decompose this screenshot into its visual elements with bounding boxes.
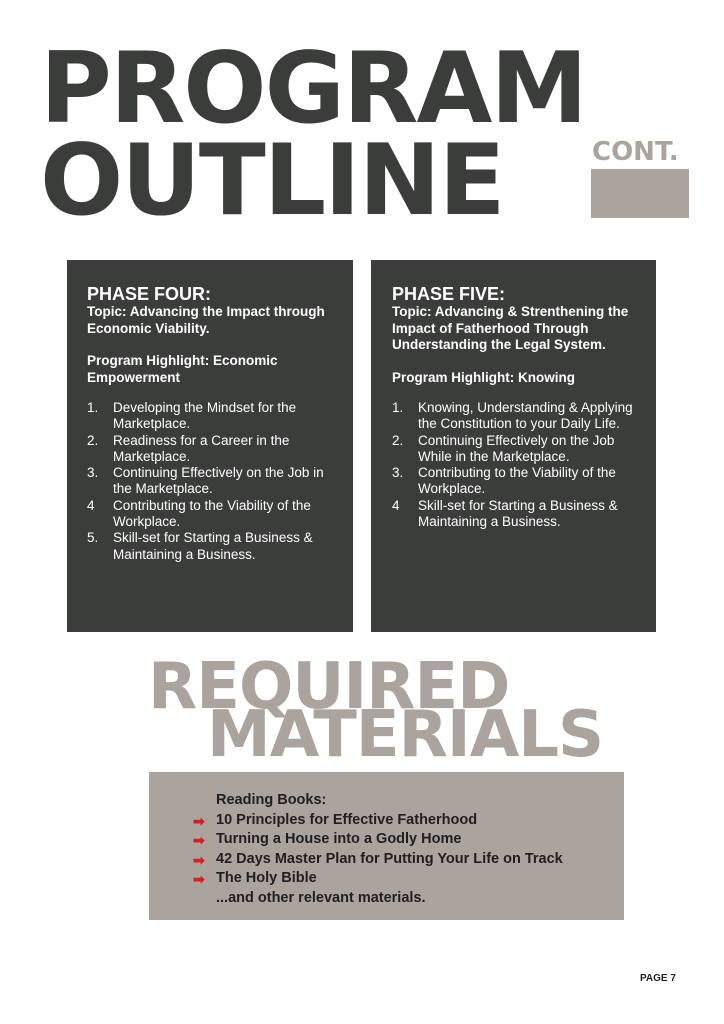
item-text: Skill-set for Starting a Business & Maintaining a Business.	[418, 497, 618, 530]
book-item	[193, 869, 624, 889]
book-item	[193, 811, 624, 831]
item-number: 2.	[392, 432, 404, 448]
list-item	[392, 498, 642, 531]
reading-books-heading: Reading Books:	[216, 792, 327, 808]
list-item	[87, 530, 337, 563]
item-text: Skill-set for Starting a Business & Maintaining a Business.	[113, 530, 313, 562]
phase-five-topic: Topic: Advancing & Strenthening the Impact of Fatherhood Through Understanding the Legal System.	[392, 304, 629, 352]
phase-five-title: PHASE FIVE:	[392, 284, 506, 304]
materials-box	[149, 772, 624, 920]
list-item	[87, 498, 337, 531]
item-number: 1.	[87, 400, 99, 415]
list-item	[392, 400, 642, 433]
phase-five-box	[371, 260, 656, 632]
item-number: 3.	[87, 465, 99, 481]
title-outline: OUTLINE	[40, 124, 504, 238]
page-number: PAGE 7	[640, 973, 676, 984]
heading-required: REQUIRED	[148, 650, 510, 724]
phase-four-list	[87, 400, 337, 563]
title-program: PROGRAM	[40, 32, 586, 146]
phase-five-list	[392, 400, 642, 530]
item-text: Continuing Effectively on the Job While in the Marketplace.	[418, 432, 615, 464]
book-title: The Holy Bible	[216, 870, 317, 886]
book-item	[193, 850, 624, 870]
list-item	[87, 400, 337, 433]
phase-four-highlight: Program Highlight: Economic Empowerment	[87, 353, 278, 385]
cont-bar	[591, 169, 689, 218]
book-title: 10 Principles for Effective Fatherhood	[216, 811, 478, 828]
book-title: 42 Days Master Plan for Putting Your Life on Track	[216, 850, 563, 867]
arrow-right-icon: ➡	[193, 851, 205, 868]
list-item	[87, 433, 337, 466]
item-text: Continuing Effectively on the Job in the Marketplace.	[113, 465, 324, 497]
item-number: 1.	[392, 400, 404, 415]
item-text: Readiness for a Career in the Marketplace.	[113, 432, 290, 464]
phase-four-box	[67, 260, 353, 632]
phase-four-topic: Topic: Advancing the Impact through Economic Viability.	[87, 304, 325, 336]
item-number: 5.	[87, 530, 99, 546]
item-text: Developing the Mindset for the Marketplace.	[113, 400, 297, 432]
list-item	[87, 465, 337, 498]
item-text: Contributing to the Viability of the Workplace.	[113, 497, 311, 530]
book-item	[193, 830, 624, 850]
cont-label: CONT.	[592, 137, 679, 167]
item-text: Knowing, Understanding & Applying the Constitution to your Daily Life.	[418, 400, 633, 432]
phase-four-title: PHASE FOUR:	[87, 284, 212, 304]
list-item	[392, 433, 642, 466]
list-item	[392, 465, 642, 498]
arrow-right-icon: ➡	[193, 871, 205, 887]
arrow-right-icon: ➡	[193, 812, 205, 829]
heading-materials: MATERIALS	[207, 698, 604, 772]
book-title: Turning a House into a Godly Home	[216, 831, 462, 847]
item-number: 2.	[87, 432, 99, 448]
item-number: 4	[87, 497, 95, 513]
materials-footer: ...and other relevant materials.	[216, 889, 426, 906]
phase-five-highlight: Program Highlight: Knowing	[392, 369, 575, 385]
item-number: 3.	[392, 465, 404, 481]
arrow-right-icon: ➡	[193, 832, 205, 848]
item-text: Contributing to the Viability of the Workplace.	[418, 465, 616, 497]
item-number: 4	[392, 497, 400, 513]
